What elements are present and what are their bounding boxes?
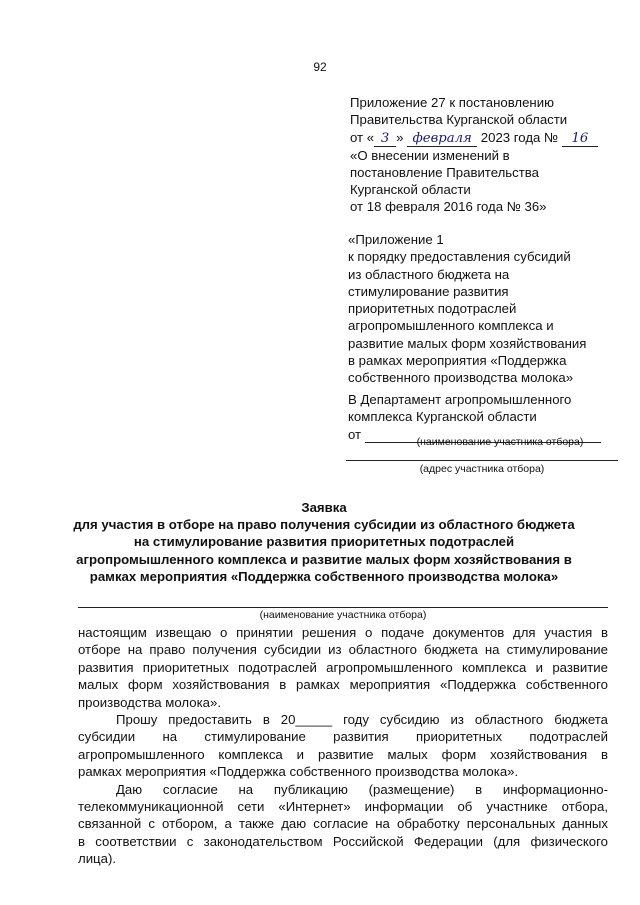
addressee-line-2: комплекса Курганской области bbox=[348, 409, 537, 425]
body-line: лица). bbox=[78, 851, 117, 867]
appendix-line: из областного бюджета на bbox=[348, 266, 510, 282]
attachment-line-4: «О внесении изменений в bbox=[350, 147, 510, 163]
attachment-date-line bbox=[350, 129, 620, 147]
address-caption: (адрес участника отбора) bbox=[419, 463, 545, 475]
body-line: Даю согласие на публикацию (размещение) в информационно- bbox=[116, 781, 608, 797]
from-label: от bbox=[348, 426, 362, 442]
title-line: на стимулирование развития приоритетных подотраслей bbox=[133, 534, 515, 550]
appendix-line: стимулирование развития bbox=[348, 283, 509, 299]
appendix-line: к порядку предоставления субсидий bbox=[348, 249, 571, 265]
appendix-line: агропромышленного комплекса и bbox=[348, 318, 554, 334]
handwritten-day: 3 bbox=[374, 132, 396, 147]
body-line: производства молока». bbox=[78, 694, 221, 710]
attachment-line-7: от 18 февраля 2016 года № 36» bbox=[350, 199, 547, 215]
attachment-line-6: Курганской области bbox=[350, 182, 471, 198]
application-title bbox=[40, 499, 608, 585]
body-line: малых форм хозяйствования в рамках мероприятия «Поддержка собственного bbox=[78, 677, 608, 693]
date-mid: » bbox=[396, 129, 404, 145]
address-blank[interactable] bbox=[346, 460, 618, 461]
appendix-line: приоритетных подотраслей bbox=[348, 301, 517, 317]
attachment-header bbox=[350, 94, 620, 216]
attachment-line-2: Правительства Курганской области bbox=[350, 112, 568, 128]
application-body bbox=[78, 624, 608, 868]
appendix-line: «Приложение 1 bbox=[348, 232, 444, 247]
paragraph-notice bbox=[78, 624, 608, 711]
body-line: рамках мероприятия «Поддержка собственного производства молока». bbox=[78, 764, 519, 780]
date-year: 2023 года № bbox=[480, 129, 559, 145]
attachment-line-5: постановление Правительства bbox=[350, 164, 539, 180]
body-line: субсидии на стимулирование развития приоритетных подотраслей bbox=[78, 729, 608, 745]
body-line: развития приоритетных подотраслей агропромышленного комплекса и развитие bbox=[78, 659, 608, 675]
appendix-line: собственного производства молока» bbox=[348, 370, 574, 386]
appendix-line: развитие малых форм хозяйствования bbox=[348, 335, 587, 351]
date-prefix: от « bbox=[350, 129, 375, 145]
body-line: отборе на право получения субсидии из областного бюджета на стимулирование bbox=[78, 642, 608, 658]
body-line: в соответствии с законодательством Российской Федерации (для физического bbox=[78, 833, 608, 849]
title-line: рамках мероприятия «Поддержка собственного производства молока» bbox=[89, 568, 559, 584]
appendix-line: в рамках мероприятия «Поддержка bbox=[348, 353, 567, 369]
appendix-1-header bbox=[348, 231, 620, 387]
participant-name-line[interactable] bbox=[78, 607, 608, 608]
addressee-line-1: В Департамент агропромышленного bbox=[348, 392, 572, 407]
body-line: агропромышленного комплекса и развитие малых форм хозяйствования в bbox=[78, 746, 608, 762]
body-line: телекоммуникационной сети «Интернет» информации об участнике отбора, bbox=[78, 799, 608, 815]
participant-caption: (наименование участника отбора) bbox=[259, 609, 427, 621]
name-caption: (наименование участника отбора) bbox=[416, 436, 584, 448]
page-number: 92 bbox=[313, 60, 327, 74]
body-line: связанной с отбором, а также даю согласие на обработку персональных данных bbox=[78, 816, 608, 832]
title-heading: Заявка bbox=[301, 500, 347, 515]
body-line: настоящим извещаю о принятии решения о подаче документов для участия в bbox=[78, 625, 608, 640]
handwritten-month: февраля bbox=[407, 132, 477, 147]
attachment-line-1: Приложение 27 к постановлению bbox=[350, 95, 554, 110]
handwritten-doc-number: 16 bbox=[562, 132, 598, 147]
paragraph-consent bbox=[78, 781, 608, 868]
body-line: Прошу предоставить в 20_____ году субсидию из областного бюджета bbox=[116, 712, 608, 728]
title-line: агропромышленного комплекса и развитие малых форм хозяйствования в bbox=[76, 551, 572, 567]
title-line: для участия в отборе на право получения субсидии из областного бюджета bbox=[73, 517, 575, 533]
paragraph-request bbox=[78, 711, 608, 781]
